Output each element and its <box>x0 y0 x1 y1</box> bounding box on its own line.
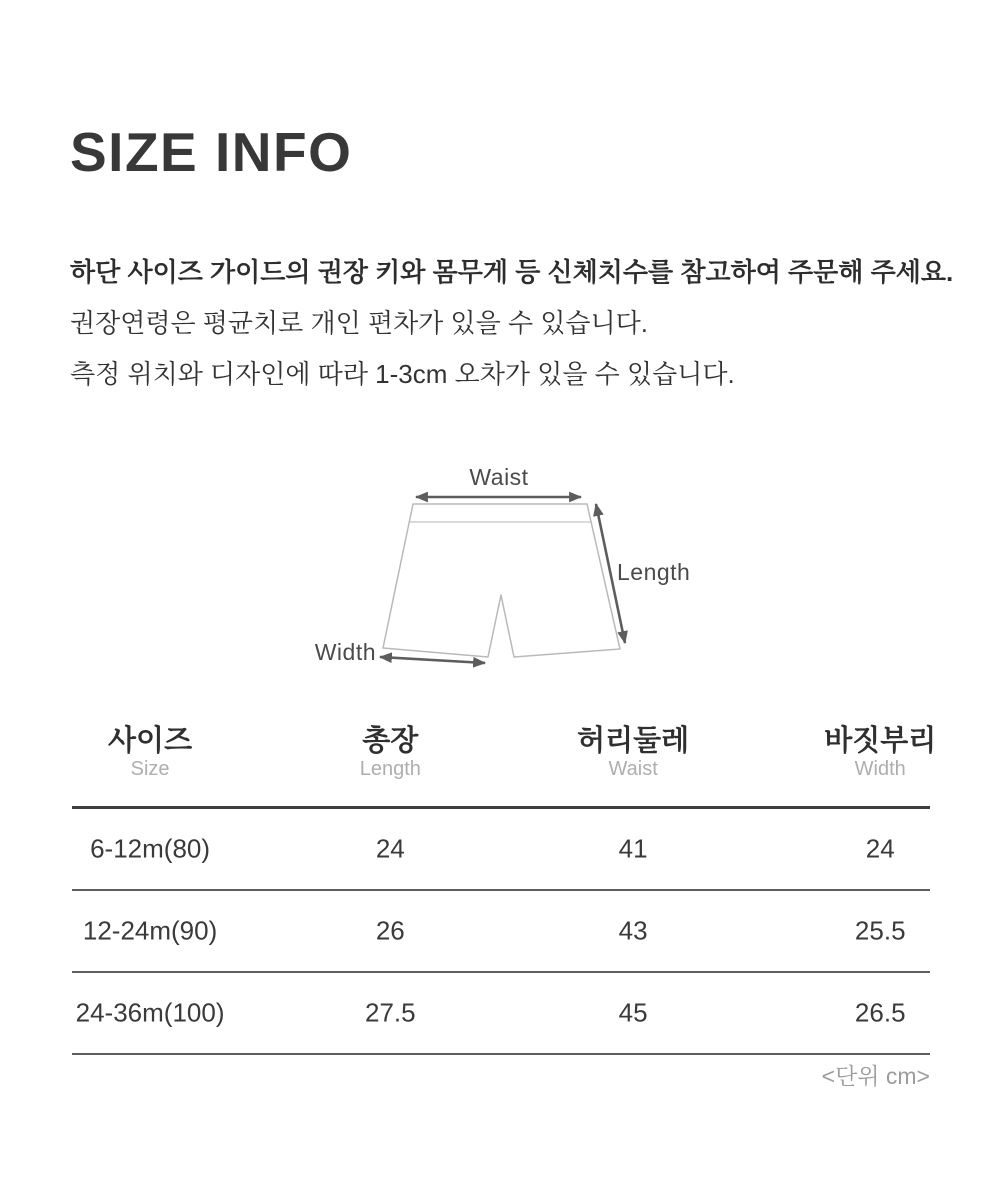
column-header-size-en: Size <box>130 758 170 780</box>
cell-length: 26 <box>375 915 405 946</box>
cell-size: 24-36m(100) <box>75 997 225 1028</box>
size-guide-intro <box>70 247 954 400</box>
column-header-width-en: Width <box>854 758 906 780</box>
column-header-waist-en: Waist <box>608 758 658 780</box>
column-header-width-ko: 바짓부리 <box>824 725 937 757</box>
length-label: Length <box>617 559 691 585</box>
column-header-length-ko: 총장 <box>362 725 419 757</box>
cell-size: 6-12m(80) <box>90 833 211 864</box>
cell-waist: 41 <box>618 833 648 864</box>
column-header-size-ko: 사이즈 <box>108 725 193 757</box>
column-header-length-en: Length <box>359 758 421 780</box>
table-row <box>72 973 930 1055</box>
page-title: SIZE INFO <box>70 121 353 183</box>
cell-size: 12-24m(90) <box>82 915 218 946</box>
size-table <box>72 706 937 1055</box>
cell-length: 27.5 <box>365 997 416 1028</box>
cell-width: 25.5 <box>854 915 906 946</box>
size-table-header <box>72 706 937 809</box>
cell-length: 24 <box>375 833 405 864</box>
table-row <box>72 809 930 891</box>
table-row <box>72 891 930 973</box>
width-label: Width <box>314 639 376 665</box>
intro-line: 측정 위치와 디자인에 따라 1-3cm 오차가 있을 수 있습니다. <box>70 359 735 389</box>
cell-width: 26.5 <box>854 997 906 1028</box>
cell-waist: 43 <box>618 915 648 946</box>
cell-width: 24 <box>865 833 895 864</box>
waist-label: Waist <box>469 464 529 490</box>
shorts-measurement-diagram <box>300 460 720 690</box>
width-arrow <box>380 657 485 663</box>
shorts-outline <box>383 504 620 657</box>
cell-waist: 45 <box>618 997 648 1028</box>
unit-note: <단위 cm> <box>821 1063 930 1089</box>
intro-line: 권장연령은 평균치로 개인 편차가 있을 수 있습니다. <box>70 308 649 338</box>
column-header-waist-ko: 허리둘레 <box>577 725 690 757</box>
intro-line: 하단 사이즈 가이드의 권장 키와 몸무게 등 신체치수를 참고하여 주문해 주세요. <box>70 257 954 287</box>
